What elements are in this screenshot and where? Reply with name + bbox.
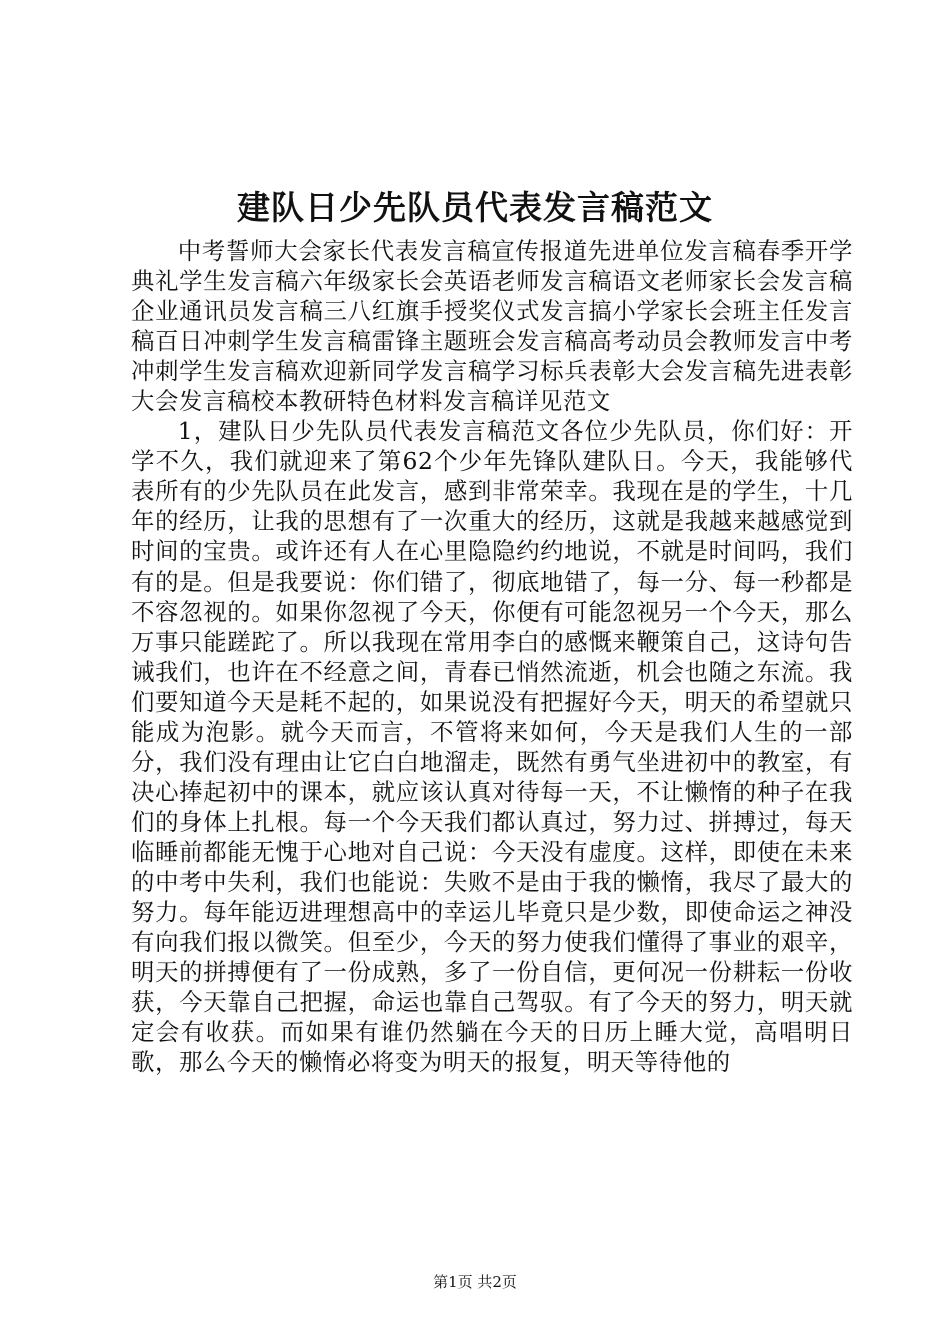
- document-title: 建队日少先队员代表发言稿范文: [237, 188, 713, 227]
- intro-paragraph: 中考誓师大会家长代表发言稿宣传报道先进单位发言稿春季开学典礼学生发言稿六年级家长会英语老师发言稿语文老师家长会发言稿企业通讯员发言稿三八红旗手授奖仪式发言搞小学家长会班主任发言稿百日冲刺学生发言稿雷锋主题班会发言稿高考动员会教师发言中考冲刺学生发言稿欢迎新同学发言稿学习标兵表彰大会发言稿先进表彰大会发言稿校本教研特色材料发言稿详见范文: [131, 237, 853, 416]
- speech-paragraph: 1，建队日少先队员代表发言稿范文各位少先队员，你们好：开学不久，我们就迎来了第62个少年先锋队建队日。今天，我能够代表所有的少先队员在此发言，感到非常荣幸。我现在是的学生，十几年的经历，让我的思想有了一次重大的经历，这就是我越来越感觉到时间的宝贵。或许还有人在心里隐隐约约地说，不就是时间吗，我们有的是。但是我要说：你们错了，彻底地错了，每一分、每一秒都是不容忽视的。如果你忽视了今天，你便有可能忽视另一个今天，那么万事只能蹉跎了。所以我现在常用李白的感慨来鞭策自己，这诗句告诫我们，也许在不经意之间，青春已悄然流逝，机会也随之东流。我们要知道今天是耗不起的，如果说没有把握好今天，明天的希望就只能成为泡影。就今天而言，不管将来如何，今天是我们人生的一部分，我们没有理由让它白白地溜走，既然有勇气坐进初中的教室，有决心捧起初中的课本，就应该认真对待每一天，不让懒惰的种子在我们的身体上扎根。每一个今天我们都认真过，努力过、拼搏过，每天临睡前都能无愧于心地对自己说：今天没有虚度。这样，即使在未来的中考中失利，我们也能说：失败不是由于我的懒惰，我尽了最大的努力。每年能迈进理想高中的幸运儿毕竟只是少数，即使命运之神没有向我们报以微笑。但至少，今天的努力使我们懂得了事业的艰辛，明天的拼搏便有了一份成熟，多了一份自信，更何况一份耕耘一份收获，今天靠自己把握，命运也靠自己驾驭。有了今天的努力，明天就定会有收获。而如果有谁仍然躺在今天的日历上睡大觉，高唱明日歌，那么今天的懒惰必将变为明天的报复，明天等待他的: [131, 417, 853, 1077]
- document-body: [131, 236, 853, 1077]
- page-footer: 第1页 共2页: [433, 1273, 517, 1291]
